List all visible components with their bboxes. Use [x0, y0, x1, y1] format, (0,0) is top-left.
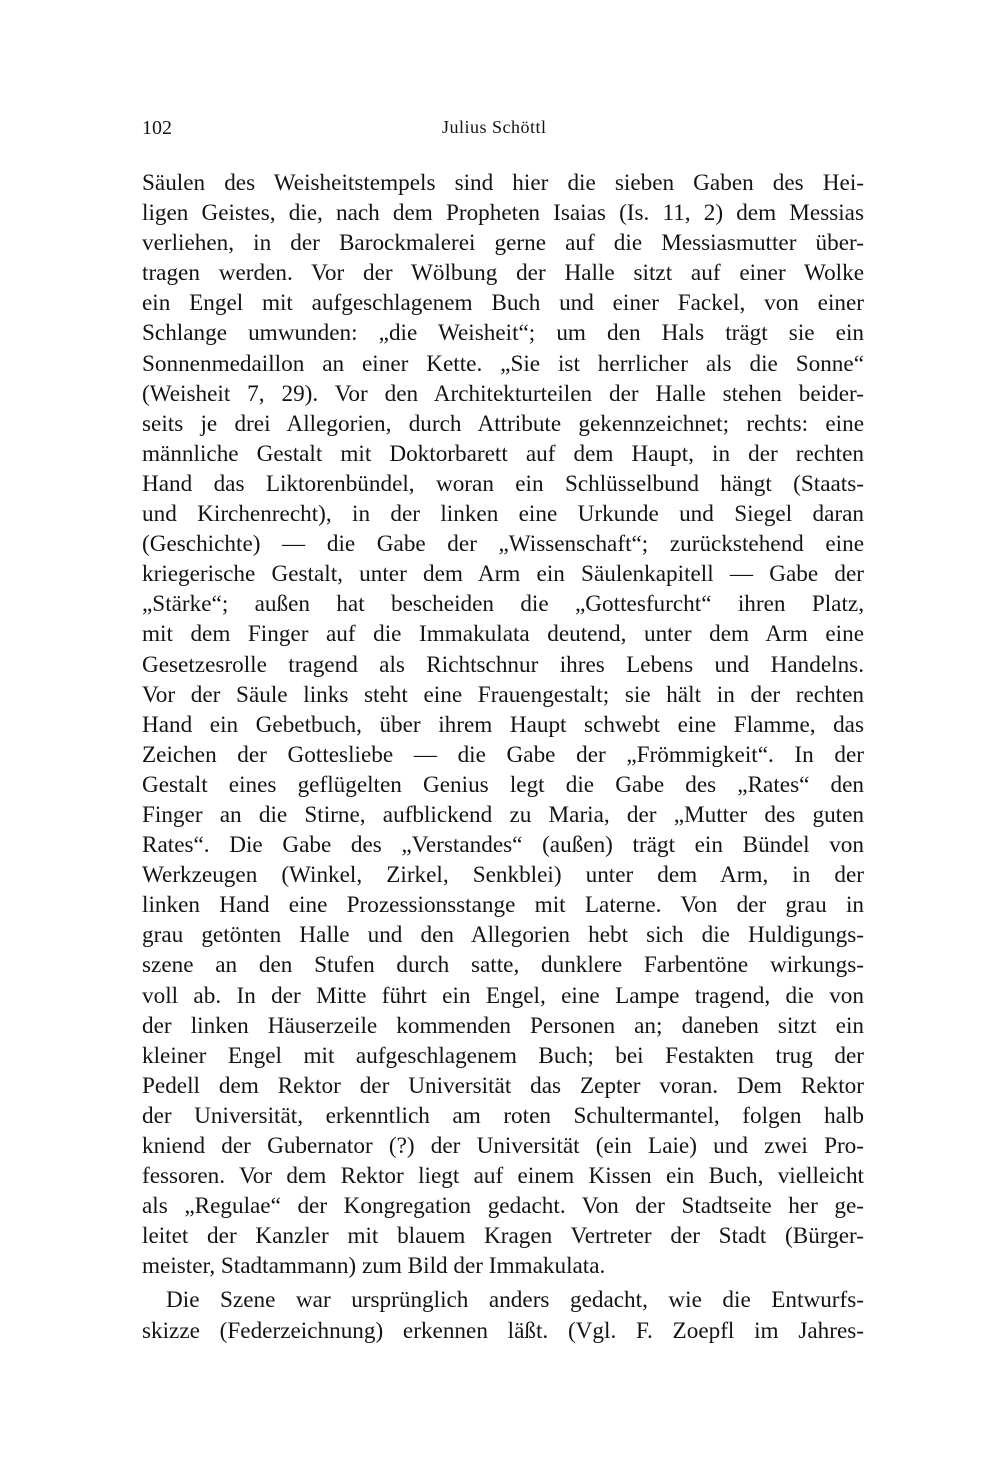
text-line: leitet der Kanzler mit blauem Kragen Vertreter der Stadt (Bürger- — [142, 1223, 864, 1250]
text-line: Säulen des Weisheitstempels sind hier die sieben Gaben des Hei- — [142, 170, 864, 196]
text-line: der linken Häuserzeile kommenden Personen an; daneben sitzt ein — [142, 1012, 864, 1039]
paragraph — [142, 1285, 864, 1345]
page-number: 102 — [142, 117, 172, 139]
text-line: Sonnenmedaillon an einer Kette. „Sie ist herrlicher als die Sonne“ — [142, 350, 864, 377]
text-line: der Universität, erkenntlich am roten Schultermantel, folgen halb — [142, 1102, 864, 1129]
text-line: Gestalt eines geflügelten Genius legt die Gabe des „Rates“ den — [142, 771, 864, 798]
text-line: Schlange umwunden: „die Weisheit“; um den Hals trägt sie ein — [142, 320, 864, 347]
text-line: szene an den Stufen durch satte, dunklere Farbentöne wirkungs- — [142, 952, 864, 979]
text-line: Die Szene war ursprünglich anders gedacht, wie die Entwurfs- — [166, 1287, 864, 1314]
text-line: Hand ein Gebetbuch, über ihrem Haupt schwebt eine Flamme, das — [142, 711, 864, 738]
text-line: tragen werden. Vor der Wölbung der Halle sitzt auf einer Wolke — [142, 260, 864, 287]
text-line: Gesetzesrolle tragend als Richtschnur ihres Lebens und Handelns. — [142, 651, 864, 678]
text-line: Pedell dem Rektor der Universität das Zepter voran. Dem Rektor — [142, 1072, 864, 1099]
text-line: Finger an die Stirne, aufblickend zu Maria, der „Mutter des guten — [142, 801, 864, 828]
text-line: Zeichen der Gottesliebe — die Gabe der „Frömmigkeit“. In der — [142, 741, 864, 768]
text-line: und Kirchenrecht), in der linken eine Urkunde und Siegel daran — [142, 501, 864, 528]
text-line: ein Engel mit aufgeschlagenem Buch und einer Fackel, von einer — [142, 290, 864, 317]
running-head — [142, 117, 864, 143]
text-line: seits je drei Allegorien, durch Attribute gekennzeichnet; rechts: eine — [142, 410, 864, 437]
paragraph — [142, 168, 864, 1281]
text-line: skizze (Federzeichnung) erkennen läßt. (Vgl. F. Zoepfl im Jahres- — [142, 1317, 864, 1344]
text-line: kniend der Gubernator (?) der Universität (ein Laie) und zwei Pro- — [142, 1133, 864, 1159]
text-line: männliche Gestalt mit Doktorbarett auf dem Haupt, in der rechten — [142, 440, 864, 467]
body-text — [142, 168, 864, 1346]
text-line: Hand das Liktorenbündel, woran ein Schlüsselbund hängt (Staats- — [142, 470, 864, 497]
text-line: mit dem Finger auf die Immakulata deutend, unter dem Arm eine — [142, 621, 864, 648]
text-line: voll ab. In der Mitte führt ein Engel, eine Lampe tragend, die von — [142, 982, 864, 1009]
text-line: meister, Stadtammann) zum Bild der Immakulata. — [142, 1253, 606, 1280]
text-line: „Stärke“; außen hat bescheiden die „Gottesfurcht“ ihren Platz, — [142, 591, 864, 618]
text-line: grau getönten Halle und den Allegorien hebt sich die Huldigungs- — [142, 922, 864, 949]
text-line: kleiner Engel mit aufgeschlagenem Buch; bei Festakten trug der — [142, 1042, 864, 1069]
text-line: Rates“. Die Gabe des „Verstandes“ (außen) trägt ein Bündel von — [142, 832, 864, 859]
running-title: Julius Schöttl — [442, 117, 547, 137]
text-line: kriegerische Gestalt, unter dem Arm ein Säulenkapitell — Gabe der — [142, 561, 864, 588]
text-line: ligen Geistes, die, nach dem Propheten Isaias (Is. 11, 2) dem Messias — [142, 200, 864, 227]
text-line: fessoren. Vor dem Rektor liegt auf einem Kissen ein Buch, vielleicht — [142, 1163, 864, 1190]
text-line: linken Hand eine Prozessionsstange mit Laterne. Von der grau in — [142, 892, 864, 919]
text-line: (Geschichte) — die Gabe der „Wissenschaft“; zurückstehend eine — [142, 531, 864, 558]
text-line: (Weisheit 7, 29). Vor den Architekturteilen der Halle stehen beider- — [142, 380, 864, 407]
text-line: Vor der Säule links steht eine Frauengestalt; sie hält in der rechten — [142, 681, 864, 708]
text-line: Werkzeugen (Winkel, Zirkel, Senkblei) unter dem Arm, in der — [142, 862, 864, 889]
text-line: als „Regulae“ der Kongregation gedacht. Von der Stadtseite her ge- — [142, 1193, 864, 1220]
text-line: verliehen, in der Barockmalerei gerne auf die Messiasmutter über- — [142, 230, 864, 257]
